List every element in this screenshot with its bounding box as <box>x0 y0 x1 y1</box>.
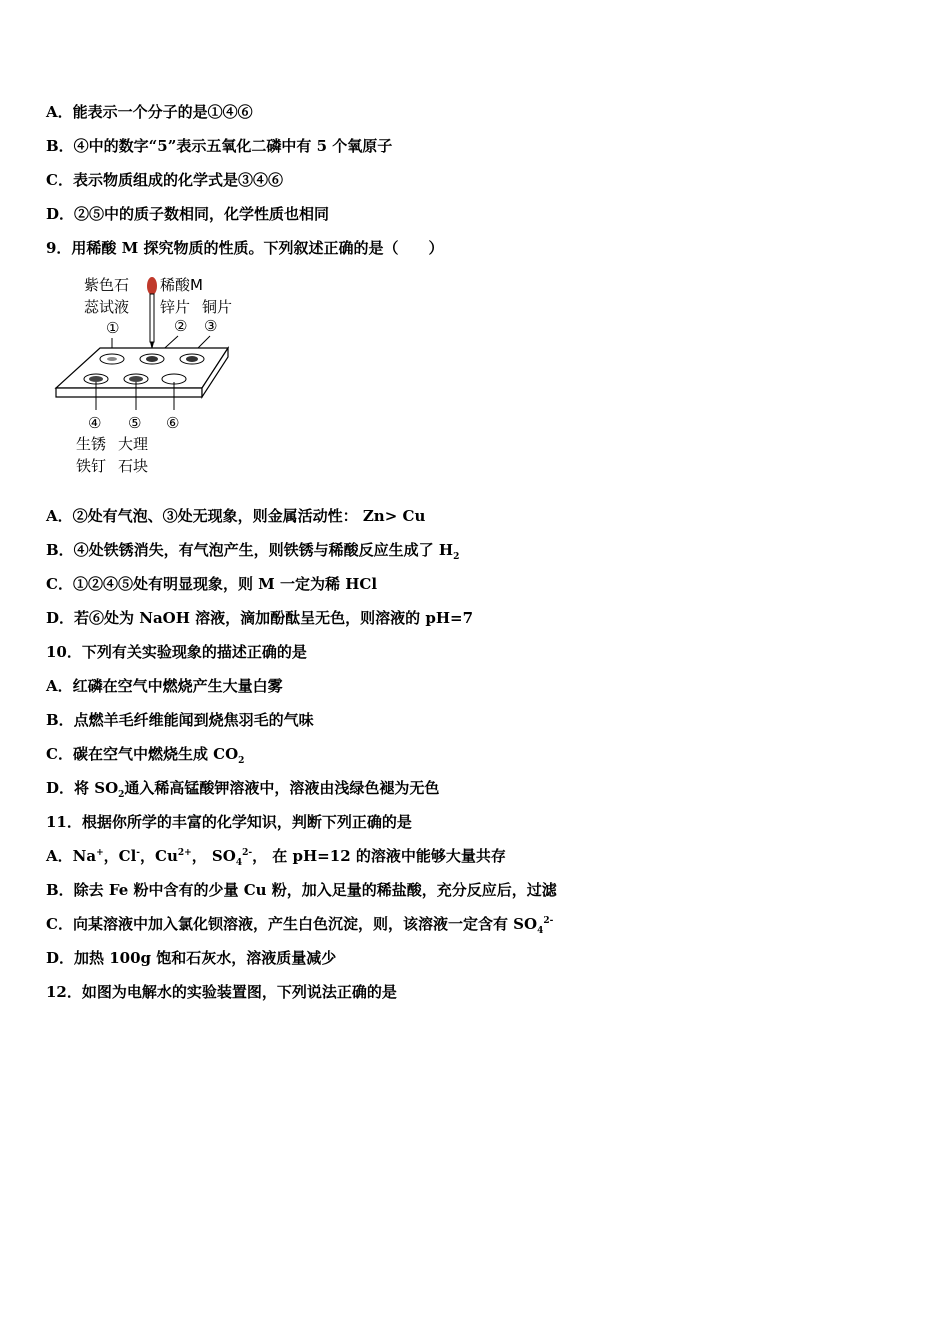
q10-option-d: D．将 $SO_2$通入稀高锰酸钾溶液中，溶液由浅绿色褪为无色 <box>46 779 440 800</box>
q11-option-b: B．除去 Fe 粉中含有的少量 Cu 粉，加入足量的稀盐酸，充分反应后，过滤 <box>46 881 557 899</box>
num-4: ④ <box>88 414 102 432</box>
label-rusty-nail-2: 铁钉 <box>76 457 107 475</box>
q9-option-c: C．①②④⑤处有明显现象，则 M 一定为稀 HCl <box>46 575 378 593</box>
dropper-icon <box>147 277 157 350</box>
q9-option-d: D．若⑥处为 NaOH 溶液，滴加酚酞呈无色，则溶液的 pH=7 <box>46 609 474 627</box>
label-purple-litmus-2: 蕊试液 <box>84 298 130 316</box>
q10-option-a: A．红磷在空气中燃烧产生大量白雾 <box>46 677 283 695</box>
spot-plate <box>56 348 228 397</box>
q11-option-c: C．向某溶液中加入氯化钡溶液，产生白色沉淀，则，该溶液一定含有 $SO_4^{2-}$ <box>46 915 554 936</box>
q9-option-b: B．④处铁锈消失，有气泡产生，则铁锈与稀酸反应生成了 $H_2$ <box>46 541 460 562</box>
label-marble-1: 大理 <box>118 435 149 453</box>
q10-option-b: B．点燃羊毛纤维能闻到烧焦羽毛的气味 <box>46 711 314 729</box>
q10-option-c: C．碳在空气中燃烧生成 $CO_2$ <box>46 745 245 766</box>
label-copper: 铜片 <box>202 298 233 316</box>
q9-stem: 9．用稀酸 M 探究物质的性质。下列叙述正确的是（ ） <box>46 239 444 257</box>
q8-option-b: B．④中的数字“5”表示五氧化二磷中有 5 个氧原子 <box>46 137 393 155</box>
label-purple-litmus-1: 紫色石 <box>84 276 130 294</box>
label-dilute-acid: 稀酸M <box>160 276 203 294</box>
label-marble-2: 石块 <box>118 457 149 475</box>
label-zinc: 锌片 <box>160 298 191 316</box>
spot-plate-figure <box>50 268 240 478</box>
q8-option-c: C．表示物质组成的化学式是③④⑥ <box>46 171 283 189</box>
q11-option-a: A．Na+，Cl-，$Cu^{2+}$， $SO_4^{2-}$， 在 pH=12 的溶液中能够大量共存 <box>46 847 506 868</box>
num-1: ① <box>106 319 120 337</box>
q12-stem: 12．如图为电解水的实验装置图，下列说法正确的是 <box>46 983 397 1001</box>
q9-option-a: A．②处有气泡、③处无现象，则金属活动性： Zn> Cu <box>46 507 426 525</box>
num-6: ⑥ <box>166 414 180 432</box>
q8-option-d: D．②⑤中的质子数相同，化学性质也相同 <box>46 205 330 223</box>
q11-option-d: D．加热 100g 饱和石灰水，溶液质量减少 <box>46 949 337 967</box>
q10-stem: 10．下列有关实验现象的描述正确的是 <box>46 643 307 661</box>
num-2: ② <box>174 317 188 335</box>
label-rusty-nail-1: 生锈 <box>76 435 107 453</box>
num-5: ⑤ <box>128 414 142 432</box>
q8-option-a: A．能表示一个分子的是①④⑥ <box>46 103 253 121</box>
num-3: ③ <box>204 317 218 335</box>
q11-stem: 11．根据你所学的丰富的化学知识，判断下列正确的是 <box>46 813 412 831</box>
